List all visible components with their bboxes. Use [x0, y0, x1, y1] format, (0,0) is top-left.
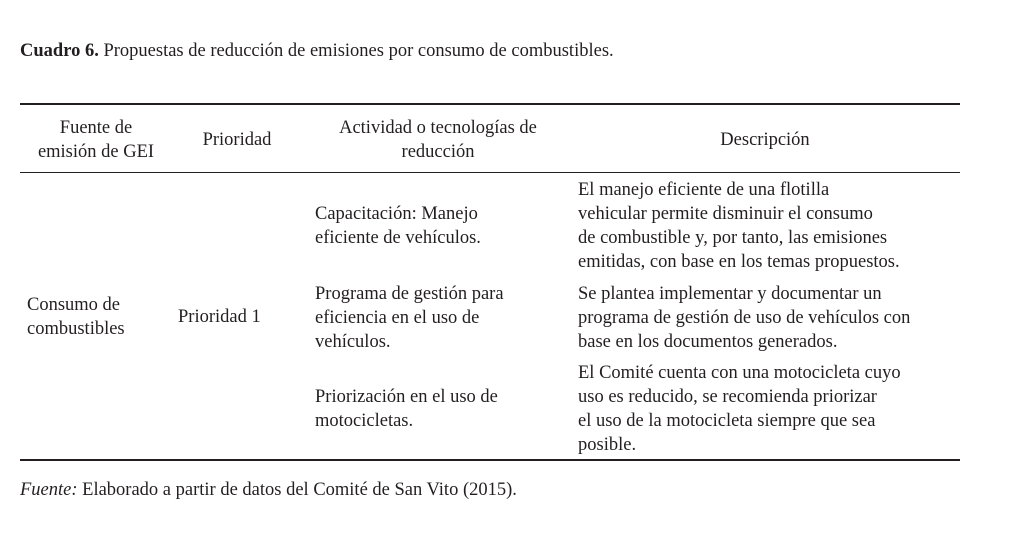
row2-description [578, 282, 963, 354]
cell-line: vehicular permite disminuir el consumo [578, 204, 873, 224]
cell-line: Programa de gestión para [315, 284, 504, 304]
cell-line: El manejo eficiente de una flotilla [578, 180, 830, 200]
header-line: emisión de GEI [37, 142, 155, 162]
cell-line: Consumo de [27, 295, 121, 315]
cell-line: el uso de la motocicleta siempre que sea [578, 411, 876, 431]
cell-line: uso es reducido, se recomienda priorizar [578, 387, 877, 407]
cell-line: motocicletas. [315, 411, 414, 431]
row3-description [578, 361, 963, 457]
cell-line: vehículos. [315, 332, 391, 352]
cell-line: combustibles [27, 319, 125, 339]
source-label: Fuente: [20, 480, 78, 500]
table-header-rule [20, 172, 960, 173]
table-bottom-rule [20, 459, 960, 461]
header-descripcion [570, 128, 960, 152]
row3-activity [315, 385, 565, 433]
header-line: Prioridad [202, 130, 272, 150]
source-note [20, 480, 517, 501]
cell-line: Se plantea implementar y documentar un [578, 284, 882, 304]
caption-text: Propuestas de reducción de emisiones por consumo de combustibles. [98, 41, 614, 61]
cell-line: programa de gestión de uso de vehículos con [578, 308, 911, 328]
header-line: Fuente de [59, 118, 133, 138]
cell-line: El Comité cuenta con una motocicleta cuyo [578, 363, 901, 383]
header-actividad [308, 116, 568, 164]
header-line: Actividad o tecnologías de [339, 118, 537, 138]
header-line: reducción [401, 142, 475, 162]
row2-activity [315, 282, 565, 354]
table-top-rule [20, 103, 960, 105]
cell-line: Priorización en el uso de [315, 387, 498, 407]
cell-line: base en los documentos generados. [578, 332, 838, 352]
row1-activity [315, 202, 565, 250]
header-prioridad [180, 128, 294, 152]
header-line: Descripción [720, 130, 810, 150]
cell-line: posible. [578, 435, 637, 455]
cell-line: de combustible y, por tanto, las emisiones [578, 228, 888, 248]
cell-line: eficiencia en el uso de [315, 308, 480, 328]
cell-line: Capacitación: Manejo [315, 204, 478, 224]
cell-line: eficiente de vehículos. [315, 228, 481, 248]
source-text: Elaborado a partir de datos del Comité de San Vito (2015). [77, 480, 517, 500]
cell-line: emitidas, con base en los temas propuestos. [578, 252, 900, 272]
table-caption [20, 41, 614, 62]
header-fuente [20, 116, 172, 164]
row1-description [578, 178, 963, 274]
cell-prioridad: Prioridad 1 [178, 307, 261, 327]
cell-fuente-consumo [27, 293, 177, 341]
caption-label: Cuadro 6. [20, 41, 99, 61]
